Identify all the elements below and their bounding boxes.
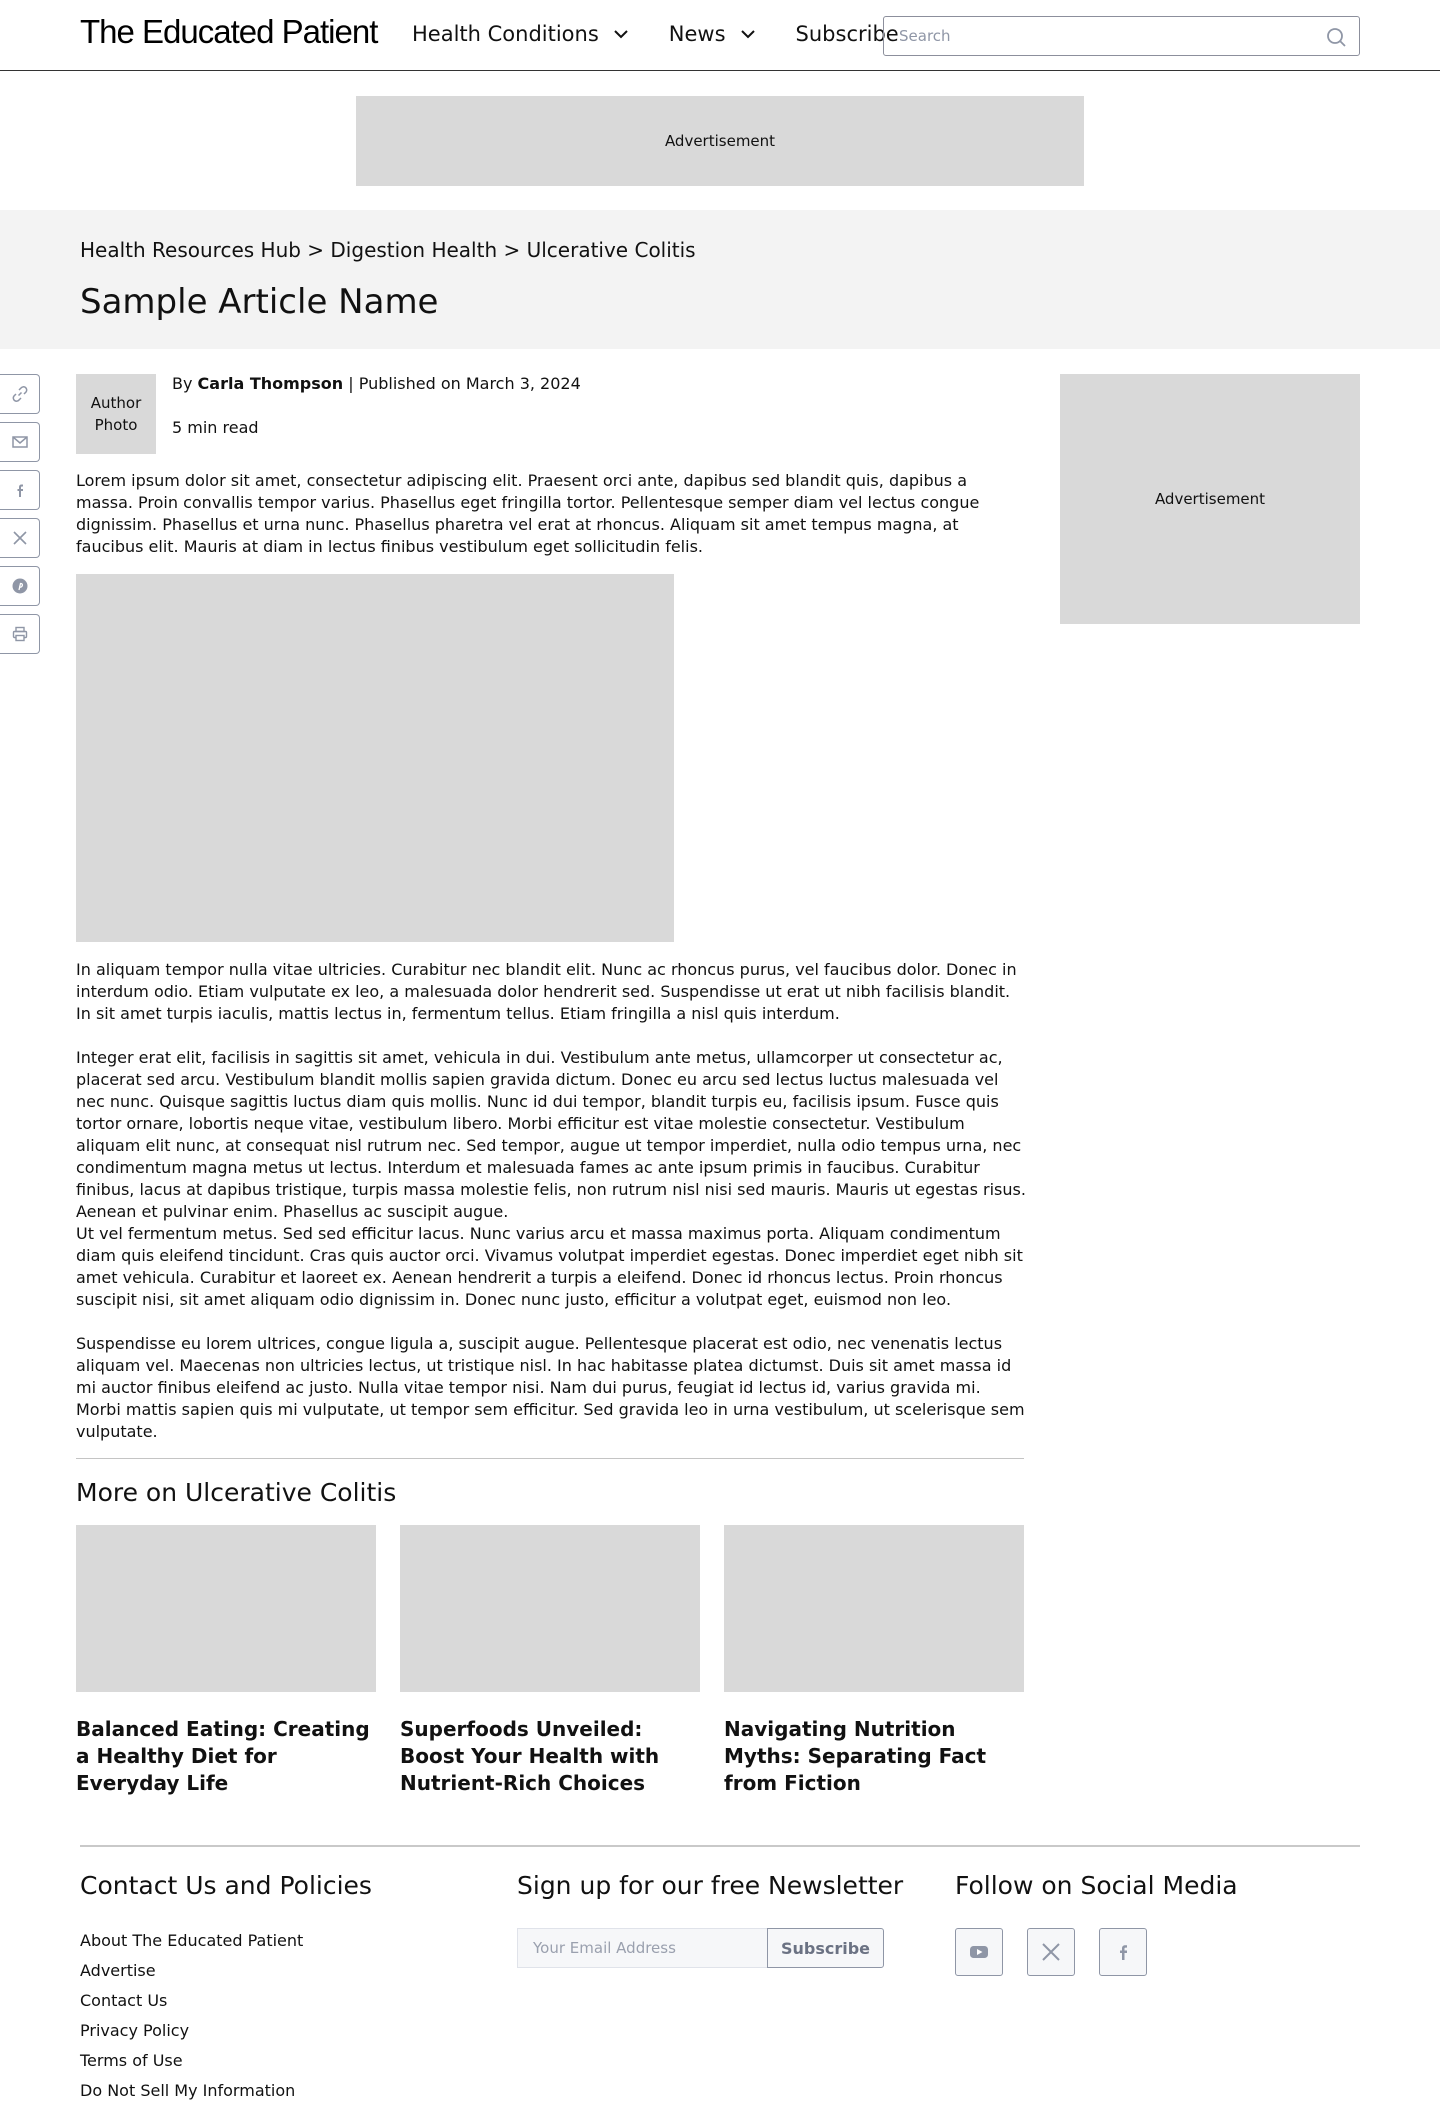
- print-icon: [11, 625, 29, 643]
- site-header: [0, 0, 1440, 71]
- social-links: [955, 1928, 1147, 1976]
- advertisement-label: Advertisement: [1154, 490, 1266, 508]
- advertisement-banner[interactable]: [356, 96, 1084, 186]
- card-title[interactable]: Superfoods Unveiled: Boost Your Health with Nutrient-Rich Choices: [400, 1717, 660, 1795]
- advertisement-label: Advertisement: [664, 132, 776, 150]
- article-image: [76, 574, 674, 942]
- article-paragraph: In aliquam tempor nulla vitae ultricies. Curabitur nec blandit elit. Nunc ac rhoncus purus, vel faucibus dolor. Donec in interdum odio. Etiam vulputate ex leo, a malesuada dolor hendrerit sed. Suspendisse ut erat ut nibh facilisis blandit. In sit amet turpis iaculis, mattis lectus in, fermentum tellus. Etiam fringilla a nisl quis interdum.: [76, 960, 1017, 1023]
- article-paragraph: Integer erat elit, facilisis in sagittis sit amet, vehicula in dui. Vestibulum ante metus, ullamcorper ut consectetur ac, placerat sed arcu. Vestibulum blandit mollis sapien gravida dictum. Donec eu arcu sed lectus luctus malesuada vel nec nunc. Quisque sagittis luctus diam quis mollis. Nunc id dui tempor, blandit turpis eu, facilisis ipsum. Fusce quis tortor ornare, lobortis neque vitae, vestibulum libero. Morbi efficitur est vitae molestie consectetur. Vestibulum aliquam elit nunc, at consequat nisl rutrum nec. Sed tempor, augue ut tempor imperdiet, nulla odio tempus urna, nec condimentum magna metus ut lectus. Interdum et malesuada fames ac ante ipsum primis in faucibus. Curabitur finibus, lacus at dapibus tristique, turpis massa molestie felis, non rutrum nisl nisi sed mauris. Mauris ut egestas risus. Aenean et pulvinar enim. Phasellus ac suscipit augue.: [76, 1048, 1026, 1221]
- related-article-card[interactable]: [400, 1525, 700, 1797]
- nav-news[interactable]: [669, 22, 756, 46]
- footer-link-privacy[interactable]: Privacy Policy: [80, 2021, 190, 2040]
- related-article-card[interactable]: [724, 1525, 1024, 1797]
- advertisement-sidebar[interactable]: [1060, 374, 1360, 624]
- x-share-button[interactable]: [0, 518, 40, 558]
- footer-link-advertise[interactable]: Advertise: [80, 1961, 156, 1980]
- article-paragraph: Ut vel fermentum metus. Sed sed efficitur lacus. Nunc varius arcu et massa maximus porta. Aliquam condimentum diam quis eleifend tincidunt. Cras quis auctor orci. Vivamus volutpat imperdiet egestas. Donec imperdiet eget nibh sit amet vehicula. Curabitur et laoreet ex. Aenean hendrerit a turpis a eleifend. Donec id rhoncus lectus. Proin rhoncus suscipit nisi, sit amet aliquam odio dignissim in. Donec nunc justo, efficitur a volutpat eget, euismod non leo.: [76, 1224, 1023, 1309]
- share-rail: [0, 374, 40, 662]
- subscribe-button[interactable]: Subscribe: [767, 1928, 884, 1968]
- youtube-button[interactable]: [955, 1928, 1003, 1976]
- newsletter-form: [517, 1928, 884, 1968]
- x-icon: [1040, 1941, 1062, 1963]
- card-image: [724, 1525, 1024, 1692]
- breadcrumb[interactable]: Health Resources Hub > Digestion Health > Ulcerative Colitis: [80, 238, 696, 262]
- footer-link-do-not-sell[interactable]: Do Not Sell My Information: [80, 2081, 296, 2100]
- section-divider: [76, 1458, 1024, 1459]
- author-name[interactable]: Carla Thompson: [197, 374, 344, 393]
- youtube-icon: [968, 1941, 990, 1963]
- pinterest-icon: [11, 577, 29, 595]
- chevron-down-icon: [613, 26, 629, 42]
- card-image: [400, 1525, 700, 1692]
- article-paragraph: Suspendisse eu lorem ultrices, congue ligula a, suscipit augue. Pellentesque placerat est odio, nec venenatis lectus aliquam vel. Maecenas non ultricies lectus, ut tristique nisl. In hac habitasse platea dictumst. Duis sit amet massa id mi auctor finibus eleifend ac justo. Nulla vitae tempor nisi. Nam dui purus, feugiat id lectus id, varius gravida mi. Morbi mattis sapien quis mi vulputate, ut tempor sem efficitur. Sed gravida leo in urna vestibulum, ut scelerisque sem vulputate.: [76, 1334, 1025, 1441]
- email-share-button[interactable]: [0, 422, 40, 462]
- main-nav: [412, 22, 899, 46]
- author-photo: [76, 374, 156, 454]
- footer-divider: [80, 1845, 1360, 1847]
- publish-date: | Published on March 3, 2024: [343, 374, 581, 393]
- pinterest-share-button[interactable]: [0, 566, 40, 606]
- card-title[interactable]: Balanced Eating: Creating a Healthy Diet for Everyday Life: [76, 1717, 370, 1795]
- copy-link-button[interactable]: [0, 374, 40, 414]
- x-button[interactable]: [1027, 1928, 1075, 1976]
- x-icon: [11, 529, 29, 547]
- byline: [172, 374, 581, 393]
- facebook-share-button[interactable]: [0, 470, 40, 510]
- search-box: [883, 16, 1360, 56]
- card-title[interactable]: Navigating Nutrition Myths: Separating Fact from Fiction: [724, 1717, 987, 1795]
- facebook-icon: [1112, 1941, 1134, 1963]
- article-paragraph: Lorem ipsum dolor sit amet, consectetur adipiscing elit. Praesent orci ante, dapibus sed blandit quis, dapibus a massa. Proin convallis tempor varius. Phasellus eget fringilla tortor. Pellentesque semper diam vel lectus congue dignissim. Phasellus et urna nunc. Phasellus pharetra vel erat at rhoncus. Aliquam sit amet tempus magna, at faucibus elit. Mauris at diam in lectus finibus vestibulum eget sollicitudin felis.: [76, 471, 980, 556]
- card-image: [76, 1525, 376, 1692]
- search-icon[interactable]: [1325, 26, 1347, 48]
- newsletter-heading: Sign up for our free Newsletter: [517, 1871, 904, 1900]
- email-field[interactable]: [517, 1928, 767, 1968]
- more-section-heading: More on Ulcerative Colitis: [76, 1478, 397, 1507]
- author-photo-label: Author Photo: [90, 394, 142, 434]
- footer-link-terms[interactable]: Terms of Use: [80, 2051, 183, 2070]
- article-header-band: [0, 210, 1440, 349]
- search-input[interactable]: [884, 17, 1304, 55]
- print-button[interactable]: [0, 614, 40, 654]
- email-icon: [11, 433, 29, 451]
- nav-label: Health Conditions: [412, 22, 599, 46]
- social-heading: Follow on Social Media: [955, 1871, 1238, 1900]
- nav-label: News: [668, 22, 726, 46]
- nav-health-conditions[interactable]: [412, 22, 629, 46]
- byline-prefix: By: [172, 374, 198, 393]
- footer-links: [80, 1926, 303, 2106]
- contact-heading: Contact Us and Policies: [80, 1871, 372, 1900]
- nav-label: Subscribe: [795, 22, 899, 46]
- facebook-icon: [11, 481, 29, 499]
- link-icon: [11, 385, 29, 403]
- page-title: Sample Article Name: [80, 282, 439, 322]
- site-logo[interactable]: The Educated Patient: [80, 13, 378, 50]
- chevron-down-icon: [740, 26, 756, 42]
- related-article-card[interactable]: [76, 1525, 376, 1797]
- facebook-button[interactable]: [1099, 1928, 1147, 1976]
- read-time: 5 min read: [172, 418, 259, 437]
- footer-link-about[interactable]: About The Educated Patient: [80, 1931, 304, 1950]
- footer-link-contact[interactable]: Contact Us: [80, 1991, 168, 2010]
